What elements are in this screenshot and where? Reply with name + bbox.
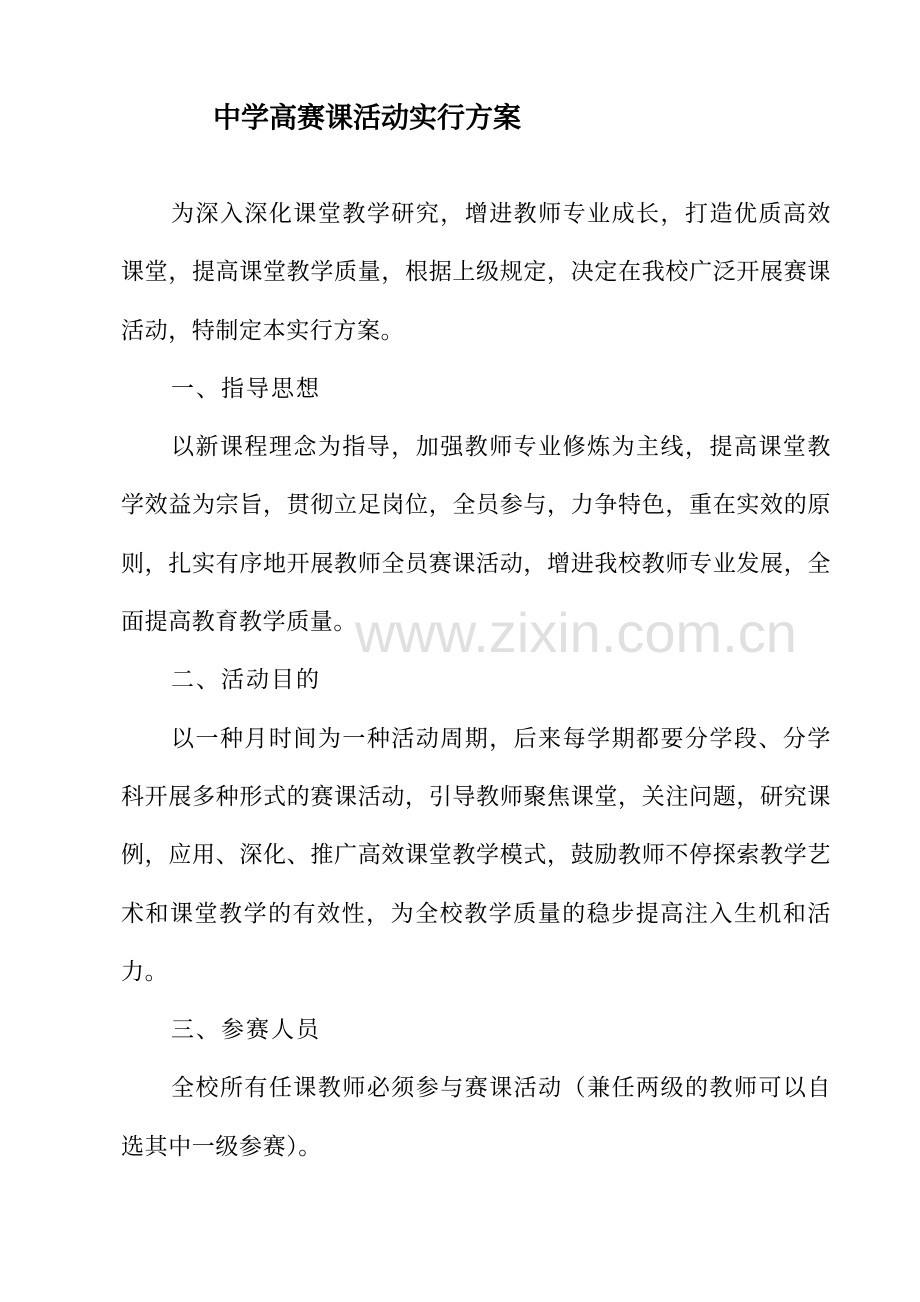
section-heading-activity-purpose: 二、活动目的 — [171, 667, 321, 694]
document-title: 中学高赛课活动实行方案 — [213, 101, 522, 134]
site-watermark: www.zixin.com.cn — [355, 601, 797, 664]
section-heading-participants: 三、参赛人员 — [171, 1017, 321, 1044]
section-body-guiding-ideology: 以新课程理念为指导，加强教师专业修炼为主线，提高课堂教学效益为宗旨，贯彻立足岗位，全员参与，力争特色，重在实效的原则，扎实有序地开展教师全员赛课活动，增进我校教师专业发展，全面提高教育教学质量。 — [121, 434, 831, 636]
section-body-participants: 全校所有任课教师必须参与赛课活动（兼任两级的教师可以自选其中一级参赛）。 — [121, 1075, 831, 1160]
section-heading-guiding-ideology: 一、指导思想 — [171, 375, 321, 402]
section-body-activity-purpose: 以一种月时间为一种活动周期，后来每学期都要分学段、分学科开展多种形式的赛课活动，引导教师聚焦课堂，关注问题，研究课例，应用、深化、推广高效课堂教学模式，鼓励教师不停探索教学艺术和课堂教学的有效性，为全校教学质量的稳步提高注入生机和活力。 — [121, 725, 831, 985]
document-body — [121, 185, 831, 1176]
intro-paragraph: 为深入深化课堂教学研究，增进教师专业成长，打造优质高效课堂，提高课堂教学质量，根据上级规定，决定在我校广泛开展赛课活动，特制定本实行方案。 — [121, 201, 831, 344]
